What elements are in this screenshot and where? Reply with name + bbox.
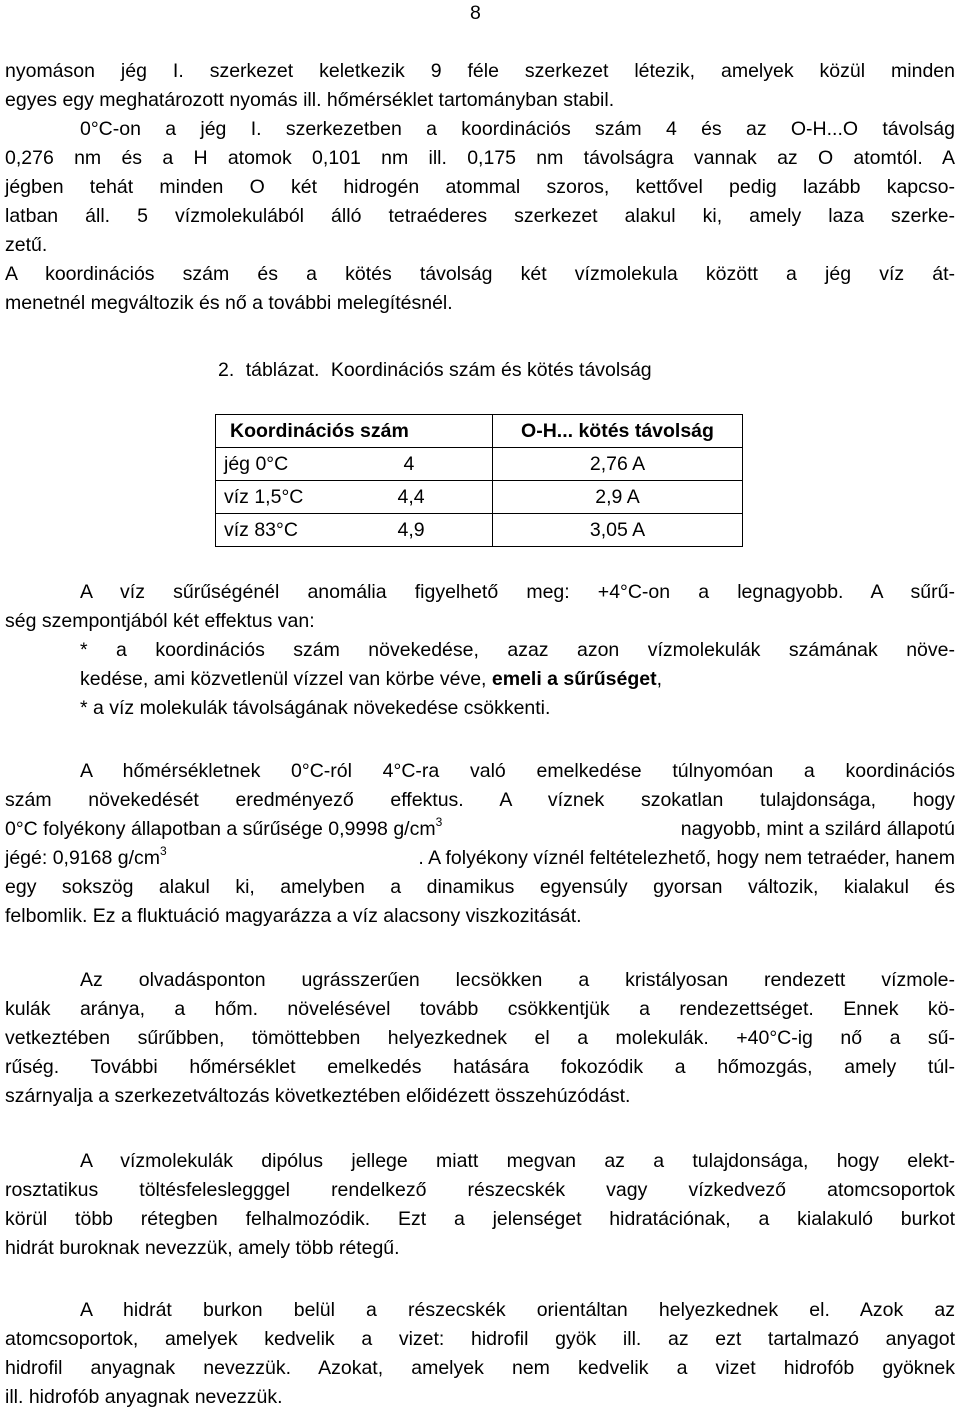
distance-value: 3,05 A — [493, 514, 743, 547]
table-caption-title: Koordinációs szám és kötés távolság — [330, 359, 652, 381]
distance-value: 2,9 A — [493, 481, 743, 514]
text-line: felbomlik. Ez a fluktuáció magyarázza a víz alacsony viszkozitását. — [5, 905, 582, 927]
text-span: kedése, ami közvetlenül vízzel van körbe véve, — [80, 668, 492, 690]
text-line: atomcsoportok, amelyek kedvelik a vizet: hidrofil gyök ill. az ezt tartalmazó anyagot — [5, 1328, 955, 1350]
text-line: A koordinációs szám és a kötés távolság két vízmolekula között a jég víz át- — [5, 263, 955, 285]
text-line: 0°C-on a jég I. szerkezetben a koordinációs szám 4 és az O-H...O távolság — [80, 118, 955, 140]
text-line: rűség. További hőmérséklet emelkedés hatására fokozódik a hőmozgás, amely túl- — [5, 1056, 955, 1078]
text-line: hidrát buroknak nevezzük, amely több rétegű. — [5, 1237, 400, 1259]
text-line: ség szempontjából két effektus van: — [5, 610, 315, 632]
text-line: jégben tehát minden O két hidrogén atommal szoros, kettővel pedig lazább kapcso- — [5, 176, 955, 198]
text-line — [5, 844, 955, 873]
text-span: jégé: 0,9168 g/cm — [5, 847, 161, 869]
table-row — [216, 514, 743, 547]
text-line: A hidrát burkon belül a részecskék orientáltan helyezkednek el. Azok az — [80, 1299, 955, 1321]
table-caption — [218, 356, 652, 385]
text-span: , — [656, 668, 663, 690]
text-line: A hőmérsékletnek 0°C-ról 4°C-ra való emelkedése túlnyomóan a koordinációs — [80, 760, 955, 782]
text-line — [80, 665, 662, 694]
page-number: 8 — [470, 2, 481, 24]
table-row — [216, 448, 743, 481]
text-line: latban áll. 5 vízmolekulából álló tetraéderes szerkezet alakul ki, amely laza szerke- — [5, 205, 955, 227]
text-line: hidrofil anyagnak nevezzük. Azokat, amelyek nem kedvelik a vizet hidrofób gyöknek — [5, 1357, 955, 1379]
row-label: víz 1,5°C — [224, 485, 304, 508]
text-line: egy sokszög alakul ki, amelyben a dinamikus egyensúly gyorsan változik, kialakul és — [5, 876, 955, 898]
superscript: 3 — [435, 815, 443, 829]
text-line — [5, 815, 955, 844]
text-line: Az olvadásponton ugrásszerűen lecsökken a kristályosan rendezett vízmole- — [80, 969, 955, 991]
text-line: A vízmolekulák dipólus jellege miatt megvan az a tulajdonsága, hogy elekt- — [80, 1150, 955, 1172]
distance-value: 2,76 A — [493, 448, 743, 481]
text-line: egyes egy meghatározott nyomás ill. hőmérséklet tartományban stabil. — [5, 89, 615, 111]
text-line: szám növekedését eredményező effektus. A víznek szokatlan tulajdonsága, hogy — [5, 789, 955, 811]
coordination-value: 4,9 — [397, 518, 425, 541]
text-line: * a víz molekulák távolságának növekedése csökkenti. — [80, 697, 551, 719]
coordination-table — [215, 414, 743, 547]
text-line: ill. hidrofób anyagnak nevezzük. — [5, 1386, 283, 1408]
text-line: menetnél megváltozik és nő a további melegítésnél. — [5, 292, 453, 314]
row-label-cell — [216, 481, 493, 514]
text-line: vetkeztében sűrűbben, tömöttebben helyezkednek el a molekulák. +40°C-ig nő a sű- — [5, 1027, 955, 1049]
text-line: nyomáson jég I. szerkezet keletkezik 9 féle szerkezet létezik, amelyek közül minden — [5, 60, 955, 82]
table-caption-label: táblázat. — [245, 359, 320, 381]
bold-text: emeli a sűrűséget — [491, 668, 657, 690]
text-span — [5, 844, 167, 873]
text-line: kulák aránya, a hőm. növelésével tovább csökkentjük a rendezettséget. Ennek kö- — [5, 998, 955, 1020]
header-bond-distance: O-H... kötés távolság — [493, 415, 743, 448]
text-line: körül több rétegben felhalmozódik. Ezt a jelenséget hidratációnak, a kialakuló burkot — [5, 1208, 955, 1230]
text-line: * a koordinációs szám növekedése, azaz azon vízmolekulák számának növe- — [80, 639, 955, 661]
text-span — [5, 815, 442, 844]
text-line: zetű. — [5, 234, 48, 256]
table-row — [216, 481, 743, 514]
text-span: . A folyékony víznél feltételezhető, hogy nem tetraéder, hanem — [418, 847, 955, 869]
text-line: szárnyalja a szerkezetváltozás következtében előidézett összehúzódást. — [5, 1085, 631, 1107]
coordination-value: 4 — [403, 452, 415, 475]
table-header-row — [216, 415, 743, 448]
text-line: A víz sűrűségénél anomália figyelhető meg: +4°C-on a legnagyobb. A sűrű- — [80, 581, 955, 603]
coordination-value: 4,4 — [397, 485, 425, 508]
header-coordination-number: Koordinációs szám — [216, 415, 493, 448]
text-span: 0°C folyékony állapotban a sűrűsége 0,9998 g/cm — [5, 818, 436, 840]
row-label-cell — [216, 514, 493, 547]
row-label: víz 83°C — [224, 518, 298, 541]
row-label: jég 0°C — [224, 452, 289, 475]
text-line: rosztatikus töltésfeleslegggel rendelkező részecskék vagy vízkedvező atomcsoportok — [5, 1179, 955, 1201]
superscript: 3 — [160, 844, 167, 858]
text-line: 0,276 nm és a H atomok 0,101 nm ill. 0,175 nm távolságra vannak az O atomtól. A — [5, 147, 955, 169]
table-caption-number: 2. — [218, 359, 235, 381]
text-span: nagyobb, mint a szilárd állapotú — [680, 818, 955, 840]
row-label-cell — [216, 448, 493, 481]
